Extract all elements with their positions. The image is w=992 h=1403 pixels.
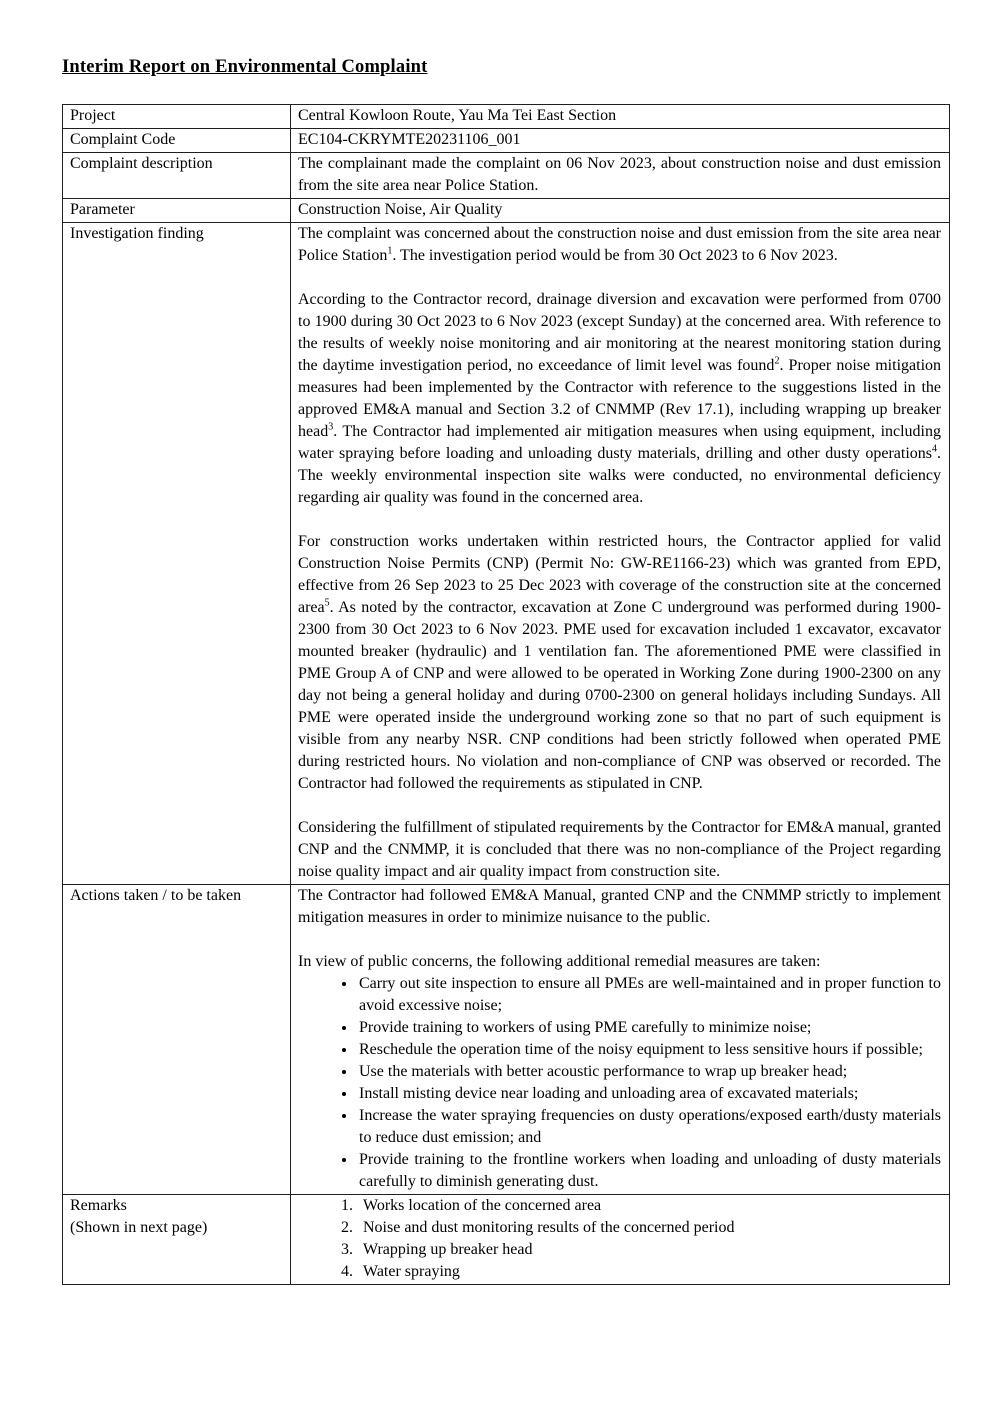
- row-label-parameter: Parameter: [63, 199, 291, 223]
- remedial-measure-item: • Provide training to the frontline workers when loading and unloading of dusty materials carefully to diminish generating dust.: [357, 1149, 941, 1193]
- remark-item: 2. Noise and dust monitoring results of the concerned period: [357, 1217, 941, 1239]
- page-title: Interim Report on Environmental Complaint: [62, 57, 428, 77]
- paragraph: The complaint was concerned about the construction noise and dust emission from the site area near Police Station$^1$. The investigation period would be from 30 Oct 2023 to 6 Nov 2023.: [298, 225, 941, 264]
- row-value-complaint-code: EC104-CKRYMTE20231106_001: [291, 129, 950, 153]
- table-row-project: [63, 105, 950, 129]
- remark-item: 1. Works location of the concerned area: [357, 1195, 941, 1217]
- table-row-actions-taken: [63, 885, 950, 1195]
- row-label-complaint-code: Complaint Code: [63, 129, 291, 153]
- remedial-measure-item: • Use the materials with better acoustic performance to wrap up breaker head;: [357, 1061, 941, 1083]
- footnote-ref: 4: [932, 443, 937, 455]
- table-row-remarks: [63, 1195, 950, 1285]
- actions-taken-text: [298, 885, 941, 973]
- remark-item: 4. Water spraying: [357, 1261, 941, 1283]
- remedial-measure-item: • Install misting device near loading and unloading area of excavated materials;: [357, 1083, 941, 1105]
- investigation-finding-text: [298, 223, 941, 883]
- table-row-complaint-code: [63, 129, 950, 153]
- row-label-remarks: [63, 1195, 291, 1285]
- row-value-investigation-finding: [291, 223, 950, 885]
- remarks-sublabel: (Shown in next page): [70, 1219, 208, 1236]
- remedial-measure-item: • Reschedule the operation time of the noisy equipment to less sensitive hours if possible;: [357, 1039, 941, 1061]
- row-label-actions-taken: Actions taken / to be taken: [63, 885, 291, 1195]
- table-row-parameter: [63, 199, 950, 223]
- row-label-investigation-finding: Investigation finding: [63, 223, 291, 885]
- remarks-list: [298, 1195, 941, 1283]
- row-value-project: Central Kowloon Route, Yau Ma Tei East Section: [291, 105, 950, 129]
- footnote-ref: 1: [387, 245, 393, 257]
- paragraph: In view of public concerns, the following additional remedial measures are taken:: [298, 953, 821, 970]
- remedial-measure-item: • Provide training to workers of using PME carefully to minimize noise;: [357, 1017, 941, 1039]
- row-value-remarks: [291, 1195, 950, 1285]
- row-value-actions-taken: [291, 885, 950, 1195]
- footnote-ref: 2: [774, 355, 780, 367]
- remark-item: 3. Wrapping up breaker head: [357, 1239, 941, 1261]
- paragraph: For construction works undertaken within restricted hours, the Contractor applied for valid Construction Noise Permits (CNP) (Permit No: GW-RE1166-23) which was granted from EPD, effective from 26 Sep 2023 to 25 Dec 2023 with coverage of the construction site at the concerned area$^5$. As noted by the contractor, excavation at Zone C underground was performed during 1900-2300 from 30 Oct 2023 to 6 Nov 2023. PME used for excavation included 1 excavator, excavator mounted breaker (hydraulic) and 1 ventilation fan. The aforementioned PME were classified in PME Group A of CNP and were allowed to be operated in Working Zone during 1900-2300 on any day not being a general holiday and during 0700-2300 on general holidays including Sundays. All PME were operated inside the underground working zone so that no part of such equipment is visible from any nearby NSR. CNP conditions had been strictly followed when operated PME during restricted hours. No violation and non-compliance of CNP was observed or recorded. The Contractor had followed the requirements as stipulated in CNP.: [298, 533, 941, 792]
- row-value-parameter: Construction Noise, Air Quality: [291, 199, 950, 223]
- row-value-complaint-description: The complainant made the complaint on 06 Nov 2023, about construction noise and dust emission from the site area near Police Station.: [291, 153, 950, 199]
- paragraph: According to the Contractor record, drainage diversion and excavation were performed from 0700 to 1900 during 30 Oct 2023 to 6 Nov 2023 (except Sunday) at the concerned area. With reference to the results of weekly noise monitoring and air monitoring at the nearest monitoring station during the daytime investigation period, no exceedance of limit level was found$^2$. Proper noise mitigation measures had been implemented by the Contractor with reference to the suggestions listed in the approved EM&A manual and Section 3.2 of CNMMP (Rev 17.1), including wrapping up breaker head$^3$. The Contractor had implemented air mitigation measures when using equipment, including water spraying before loading and unloading dusty materials, drilling and other dusty operations$^4$. The weekly environmental inspection site walks were conducted, no environmental deficiency regarding air quality was found in the concerned area.: [298, 291, 942, 506]
- footnote-ref: 3: [328, 421, 334, 433]
- remedial-measure-item: • Carry out site inspection to ensure all PMEs are well-maintained and in proper function to avoid excessive noise;: [357, 973, 941, 1017]
- row-label-project: Project: [63, 105, 291, 129]
- footnote-ref: 5: [324, 597, 330, 609]
- paragraph: The Contractor had followed EM&A Manual, granted CNP and the CNMMP strictly to implement mitigation measures in order to minimize nuisance to the public.: [298, 887, 941, 926]
- row-label-complaint-description: Complaint description: [63, 153, 291, 199]
- remedial-measure-item: • Increase the water spraying frequencies on dusty operations/exposed earth/dusty materials to reduce dust emission; and: [357, 1105, 941, 1149]
- remarks-label: Remarks: [70, 1197, 127, 1214]
- paragraph: Considering the fulfillment of stipulated requirements by the Contractor for EM&A manual, granted CNP and the CNMMP, it is concluded that there was no non-compliance of the Project regarding noise quality impact and air quality impact from construction site.: [298, 819, 941, 880]
- remedial-measures-list: [298, 973, 941, 1193]
- report-table: [62, 104, 950, 1285]
- table-row-investigation-finding: [63, 223, 950, 885]
- table-row-complaint-description: [63, 153, 950, 199]
